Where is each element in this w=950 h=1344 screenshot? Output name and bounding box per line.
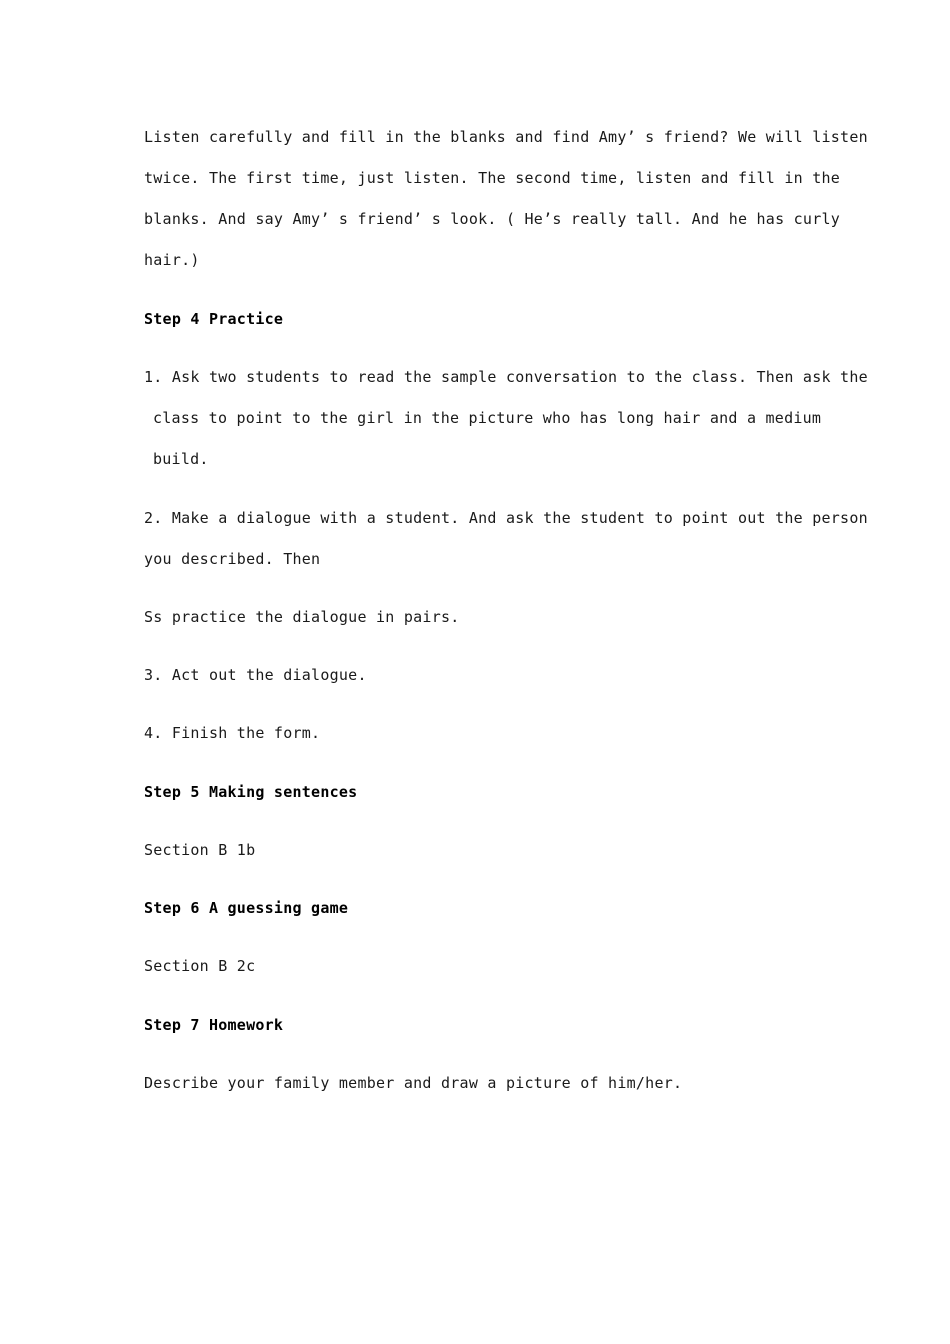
step4-item3: 3. Act out the dialogue. bbox=[144, 666, 367, 684]
step4-item2-line-2: you described. Then bbox=[144, 550, 321, 568]
intro-line-3: blanks. And say Amy’ s friend’ s look. ( He’s really tall. And he has curly bbox=[144, 210, 841, 228]
step7-text: Describe your family member and draw a picture of him/her. bbox=[144, 1074, 683, 1092]
step4-item1-line-3: build. bbox=[153, 450, 209, 468]
intro-line-2: twice. The first time, just listen. The second time, listen and fill in the bbox=[144, 169, 841, 187]
step4-item2-line-1: 2. Make a dialogue with a student. And ask the student to point out the person bbox=[144, 509, 868, 527]
step4-item2-continuation: Ss practice the dialogue in pairs. bbox=[144, 608, 460, 626]
step6-text: Section B 2c bbox=[144, 957, 256, 975]
step4-item1-line-1: 1. Ask two students to read the sample conversation to the class. Then ask the bbox=[144, 368, 868, 386]
step4-item4: 4. Finish the form. bbox=[144, 724, 321, 742]
step5-heading: Step 5 Making sentences bbox=[144, 783, 358, 801]
intro-line-1: Listen carefully and fill in the blanks and find Amy’ s friend? We will listen bbox=[144, 128, 868, 146]
step7-heading: Step 7 Homework bbox=[144, 1016, 284, 1034]
intro-line-4: hair.) bbox=[144, 251, 200, 269]
step4-item1-line-2: class to point to the girl in the picture who has long hair and a medium bbox=[153, 409, 822, 427]
step5-text: Section B 1b bbox=[144, 841, 256, 859]
step4-heading: Step 4 Practice bbox=[144, 310, 284, 328]
step6-heading: Step 6 A guessing game bbox=[144, 899, 349, 917]
